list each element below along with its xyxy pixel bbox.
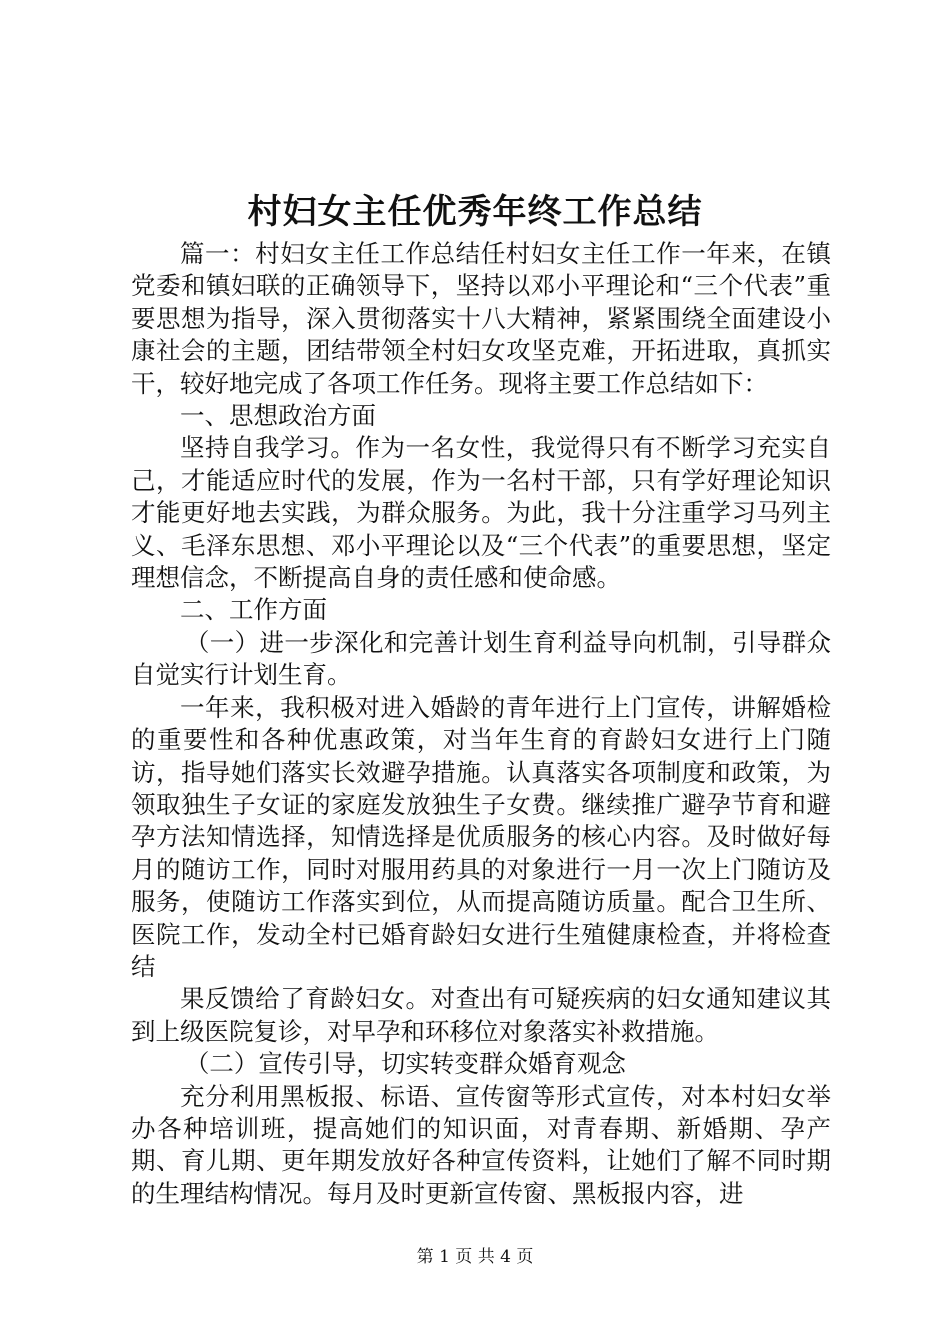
page-footer: 第 1 页 共 4 页 — [416, 1247, 534, 1267]
paragraph-work-2: 果反馈给了育龄妇女。对查出有可疑疾病的妇女通知建议其到上级医院复诊，对早孕和环移位对象落实补救措施。 — [131, 984, 831, 1046]
section-heading-ideology: 一、思想政治方面 — [180, 401, 376, 431]
paragraph-work-1: 一年来，我积极对进入婚龄的青年进行上门宣传，讲解婚检的重要性和各种优惠政策，对当年生育的育龄妇女进行上门随访，指导她们落实长效避孕措施。认真落实各项制度和政策，为领取独生子女证的家庭发放独生子女费。继续推广避孕节育和避孕方法知情选择，知情选择是优质服务的核心内容。及时做好每月的随访工作，同时对服用药具的对象进行一月一次上门随访及服务，使随访工作落实到位，从而提高随访质量。配合卫生所、医院工作，发动全村已婚育龄妇女进行生殖健康检查，并将检查结 — [131, 692, 831, 981]
paragraph-ideology: 坚持自我学习。作为一名女性，我觉得只有不断学习充实自己，才能适应时代的发展，作为一名村干部，只有学好理论知识才能更好地去实践，为群众服务。为此，我十分注重学习马列主义、毛泽东思想、邓小平理论以及“三个代表”的重要思想，坚定理想信念，不断提高自身的责任感和使命感。 — [131, 433, 831, 593]
paragraph-publicity: 充分利用黑板报、标语、宣传窗等形式宣传，对本村妇女举办各种培训班，提高她们的知识面，对青春期、新婚期、孕产期、育儿期、更年期发放好各种宣传资料，让她们了解不同时期的生理结构情况。每月及时更新宣传窗、黑板报内容，进 — [131, 1081, 831, 1208]
section-heading-work: 二、工作方面 — [180, 595, 327, 625]
document-body — [131, 238, 831, 1210]
subsection-heading-1: （一）进一步深化和完善计划生育利益导向机制，引导群众自觉实行计划生育。 — [131, 627, 831, 690]
document-title: 村妇女主任优秀年终工作总结 — [247, 192, 703, 232]
subsection-heading-2: （二）宣传引导，切实转变群众婚育观念 — [184, 1049, 626, 1079]
paragraph-intro: 篇一：村妇女主任工作总结任村妇女主任工作一年来，在镇党委和镇妇联的正确领导下，坚持以邓小平理论和“三个代表”重要思想为指导，深入贯彻落实十八大精神，紧紧围绕全面建设小康社会的主题，团结带领全村妇女攻坚克难，开拓进取，真抓实干，较好地完成了各项工作任务。现将主要工作总结如下： — [131, 239, 831, 398]
